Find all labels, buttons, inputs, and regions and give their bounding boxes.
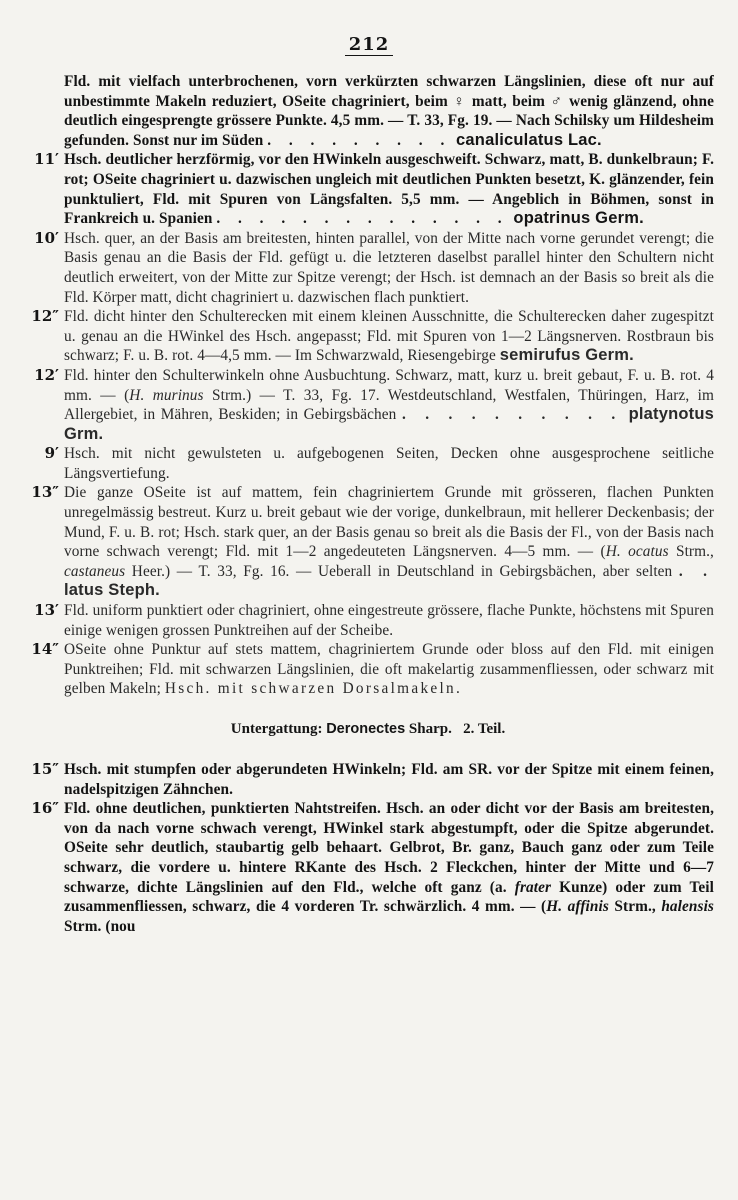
entry-text-segment: Strm.) — T. 33, Fg. 17. Westdeutschland, Westfalen, Thüringen, Harz, im Allergebiet, in Mähren, Beskiden; in Gebirgsbächen [64,386,715,424]
entry-text-segment: Fld. hinter den Schulterwinkeln ohne Ausbuchtung. Schwarz, matt, kurz u. breit gebaut, F. u. B. rot. 4 mm. — ( [64,366,714,404]
subgenus-heading [22,721,714,738]
key-entry [22,229,714,307]
entry-text [64,799,714,936]
key-entry [22,366,714,444]
page-number-value: 212 [345,34,394,56]
entry-text [64,601,714,640]
subgenus-name: Deronectes [326,721,406,737]
entry-text [64,72,714,150]
entry-number: 12′ [34,365,59,384]
entry-text [64,444,714,483]
key-entry [22,640,714,699]
entry-text-segment: Strm., [608,898,662,916]
entry-number: 11′ [34,150,59,169]
entry-number: 12″ [31,307,59,326]
entry-text [64,307,714,366]
entry-text [64,640,714,699]
italic-synonym: H. ocatus [605,543,669,561]
key-entry [22,760,714,799]
species-name: latus Steph. [64,581,160,600]
leader-dots: . . . . . . . . . . [401,406,623,424]
key-entry [22,444,714,483]
key-entry [22,72,714,150]
entry-number: 14″ [31,640,59,659]
subgenus-part: 2. Teil. [463,721,506,737]
subgenus-label: Untergattung: [230,721,323,737]
entry-number: 13″ [31,483,59,502]
entry-text-segment: Hsch. deutlicher herzförmig, vor den HWinkeln ausgeschweift. Schwarz, matt, B. dunkelbraun; F. rot; OSeite chagriniert u. dazwischen ungleich mit deutlichen Punkten besetzt, K. glänzender, fein punktuliert, Fld. mit Spuren von Längsfalten. 5,5 mm. — Angeblich in Böhmen, sonst in Frankreich u. Spanien [64,151,714,228]
entry-text [64,366,714,444]
key-entry [22,307,714,366]
italic-synonym: frater [514,878,552,896]
leader-dots: . . [678,562,714,580]
key-entries [22,72,714,699]
entry-text-segment: Fld. uniform punktiert oder chagriniert, ohne eingestreute grössere, flache Punkte, höchstens mit Spuren einige wenigen grossen Punktreihen auf der Scheibe. [64,602,714,639]
entry-text-segment: OSeite ohne Punktur auf stets mattem, chagriniertem Grunde oder bloss auf den Fld. mit einigen Punktreihen; Fld. mit schwarzen Längslinien, die oft makelartig zusammenfliessen, oder schwarz mit gelben Makeln; [64,641,714,698]
entry-number: 10′ [34,228,59,247]
entry-text [64,229,714,307]
key-entry [22,150,714,228]
entry-text-segment: Fld. ohne deutlichen, punktierten Nahtstreifen. Hsch. an oder dicht vor der Basis am breitesten, von da nach vorne schwach verengt, HWinkel stark abgestumpft, oder die Spitze abgerundet. OSeite sehr deutlich, staubartig gelb behaart. Gelbrot, Br. ganz, Bauch ganz oder zum Teile schwarz, die vordere u. hintere RKante des Hsch. 2 Fleckchen, hinter der Mitte und 6—7 schwarze, dichte Längslinien auf den Fld., welche oft ganz (a. [64,800,714,896]
species-name: opatrinus Germ. [508,209,644,228]
entry-text-segment: Die ganze OSeite ist auf mattem, fein chagriniertem Grunde mit grösseren, flachen Punkten unregelmässig bestreut. Kurz u. breit gebaut wie der vorige, dunkelbraun, mit hellerer Deckenbasis; der Mund, F. u. B. rot; Hsch. stark quer, an der Basis genau so breit als die Basis der Fl., von der Basis nach vorne schwach verengt; Fld. mit 1—2 angedeuteten Längsnerven. 4—5 mm. — ( [64,484,714,561]
entry-text-segment: Kunze) oder zum Teil zusammenfliessen, schwarz, die 4 vorderen Tr. schwärzlich. 4 mm. — ( [64,878,714,916]
italic-synonym: H. murinus [129,386,204,404]
subgenus-author: Sharp. [408,721,452,737]
entry-text [64,150,714,228]
species-name: platynotus Grm. [64,405,714,443]
entry-text-segment: Strm. (nou [64,917,136,935]
leader-dots: . . . . . . . . . [267,131,452,149]
entry-number: 16″ [31,799,59,818]
entry-number: 13′ [34,601,59,620]
entry-text-segment: Heer.) — T. 33, Fg. 16. — Ueberall in Deutschland in Gebirgsbächen, aber selten [125,562,679,580]
entry-text-segment: Hsch. mit nicht gewulsteten u. aufgebogenen Seiten, Decken ohne ausgesprochene seitliche Längsvertiefung. [64,445,714,482]
italic-synonym: castaneus [64,562,126,580]
leader-dots: . . . . . . . . . . . . . . [216,210,509,228]
entry-text [64,483,714,601]
entry-text-segment: Strm., [668,543,714,561]
page-number [0,34,738,55]
italic-synonym: H. affinis [546,898,609,916]
italic-synonym: halensis [661,898,714,916]
entry-text-segment: Hsch. mit stumpfen oder abgerundeten HWinkeln; Fld. am SR. vor der Spitze mit einem feinen, nadelspitzigen Zähnchen. [64,761,714,798]
entry-text [64,760,714,799]
key-entry [22,483,714,601]
species-name: canaliculatus Lac. [451,130,602,149]
entry-number: 9′ [44,444,59,463]
spaced-text: Hsch. mit schwarzen Dorsalmakeln. [164,680,463,698]
entry-number: 15″ [31,760,59,778]
species-name: semirufus Germ. [499,346,634,365]
entry-text-segment: Hsch. quer, an der Basis am breitesten, hinten parallel, von der Mitte nach vorne gerundet verengt; die Basis genau an die Basis der Fld. gefügt u. die letzteren daselbst parallel hinter den Schultern nicht deutlich erweitert, von der Mitte zur Spitze verengt; der Hsch. ist demnach an der Basis so breit als die Fld. Körper matt, dicht chagriniert u. dazwischen flach punktiert. [64,229,714,306]
key-entry [22,799,714,936]
entry-text-segment: Fld. dicht hinter den Schulterecken mit einem kleinen Ausschnitte, die Schulterecken daher zugespitzt u. genau an die HWinkel des Hsch. angepasst; Fld. mit Spuren von 1—2 Längsnerven. Rostbraun bis schwarz; F. u. B. rot. 4—4,5 mm. — Im Schwarzwald, Riesengebirge [64,308,714,365]
key-entry [22,601,714,640]
entry-text-segment: Fld. mit vielfach unterbrochenen, vorn verkürzten schwarzen Längslinien, diese oft nur auf unbestimmte Makeln reduziert, OSeite chagriniert, beim ♀ matt, beim ♂ wenig glänzend, ohne deutlich eingesprengte grössere Punkte. 4,5 mm. — T. 33, Fg. 19. — Nach Schilsky um Hildesheim gefunden. Sonst nur im Süden [64,73,714,149]
page-content [22,72,714,936]
key-entries-continued [22,760,714,936]
